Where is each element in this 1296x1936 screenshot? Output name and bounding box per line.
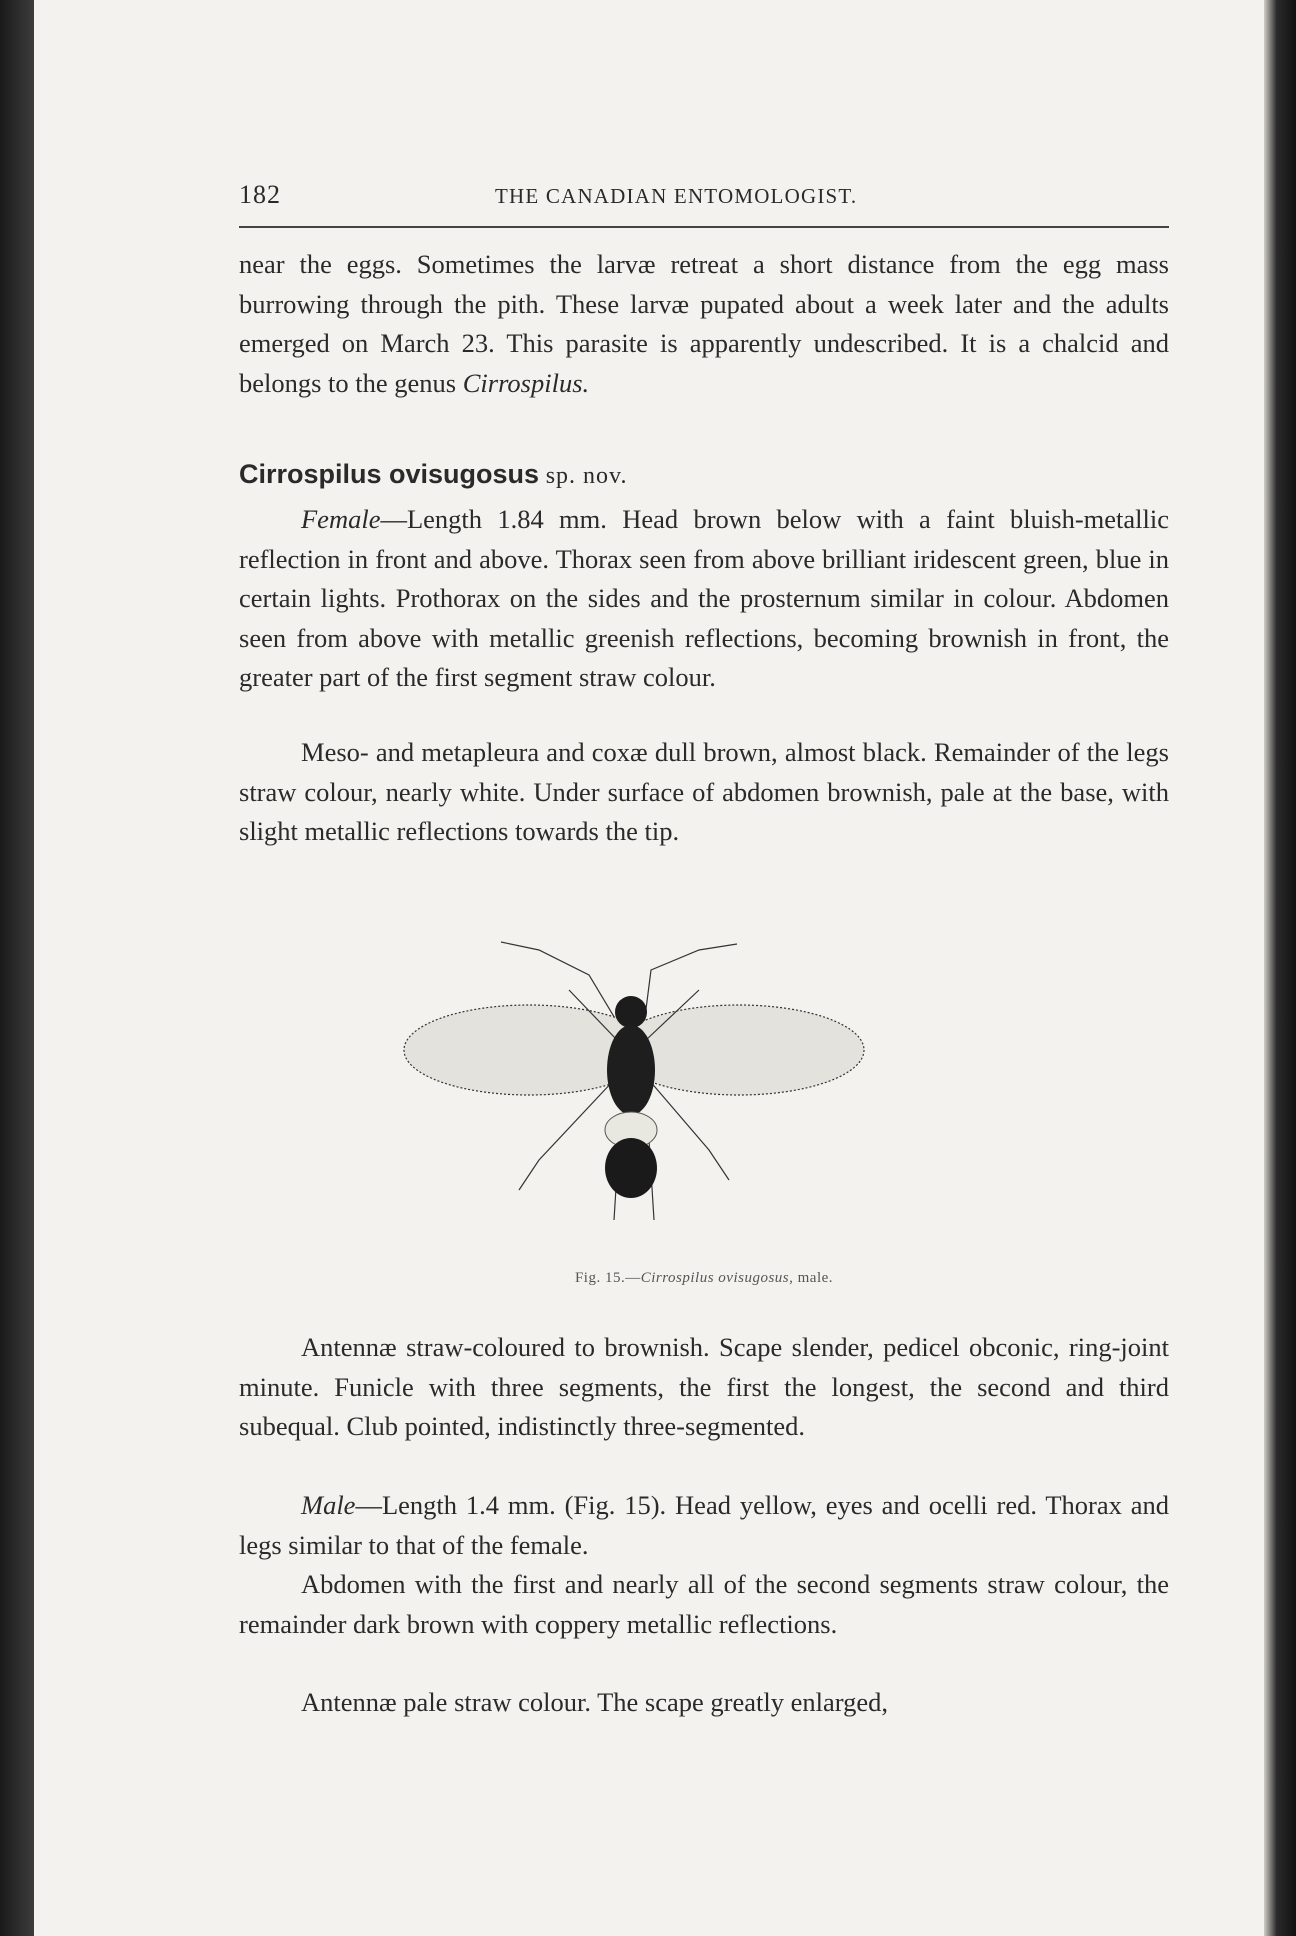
page-number: 182 [239,180,281,209]
insect-abdomen-tip [605,1138,657,1198]
genus-name: Cirrospilus. [462,367,590,398]
page-edge-right [1264,0,1296,1936]
male-paragraph [239,1486,1169,1565]
insect-head [615,996,647,1028]
running-title: THE CANADIAN ENTOMOLOGIST. [495,184,858,208]
intro-text: near the eggs. Sometimes the larvæ retreat a short distance from the egg mass burrowing through the pith. These larvæ pupated about a week later and the adults emerged on March 23. This parasite is apparently undescribed. It is a chalcid and belongs to the genus [239,249,1169,398]
species-name: Cirrospilus ovisugosus [239,459,540,489]
species-heading [239,455,1169,497]
left-hind-leg [519,1080,614,1190]
female-paragraph [239,500,1169,698]
female-label: Female [301,504,381,534]
male-antennae-text: Antennæ pale straw colour. The scape greatly enlarged, [301,1687,888,1717]
caption-species: Cirrospilus ovisugosus [640,1270,790,1286]
male-label: Male [301,1490,356,1520]
figure-caption [239,1270,1169,1287]
male-text: —Length 1.4 mm. (Fig. 15). Head yellow, eyes and ocelli red. Thorax and legs similar to that of the female. [239,1490,1169,1560]
intro-paragraph [239,245,1169,403]
abdomen-text: Abdomen with the first and nearly all of the second segments straw colour, the remainder dark brown with coppery metallic reflections. [239,1569,1169,1639]
abdomen-paragraph [239,1565,1169,1644]
right-hind-leg [649,1080,729,1180]
caption-suffix: , male. [789,1270,834,1286]
species-suffix: sp. nov. [545,463,628,489]
meso-paragraph [239,733,1169,852]
page-edge-left [0,0,34,1936]
book-page [34,0,1264,1936]
antennae-text: Antennæ straw-coloured to brownish. Scape slender, pedicel obconic, ring-joint minute. Funicle with three segments, the first the longest, the second and third subequal. Club pointed, indistinctly three-segmented. [239,1332,1169,1441]
male-antennae-paragraph [239,1683,1169,1723]
meso-text: Meso- and metapleura and coxæ dull brown, almost black. Remainder of the legs straw colour, nearly white. Under surface of abdomen brownish, pale at the base, with slight metallic reflections towards the tip. [239,737,1169,846]
insect-illustration [389,900,1009,1280]
header-rule [239,226,1169,228]
insect-thorax [607,1025,655,1115]
female-text: —Length 1.84 mm. Head brown below with a faint bluish-metallic reflection in front and above. Thorax seen from above brilliant iridescent green, blue in certain lights. Prothorax on the sides and the prosternum similar in colour. Abdomen seen from above with metallic greenish reflections, becoming brownish in front, the greater part of the first segment straw colour. [239,504,1169,692]
page-header [239,180,1169,216]
caption-prefix: Fig. 15.— [574,1270,641,1286]
antennae-paragraph [239,1328,1169,1447]
